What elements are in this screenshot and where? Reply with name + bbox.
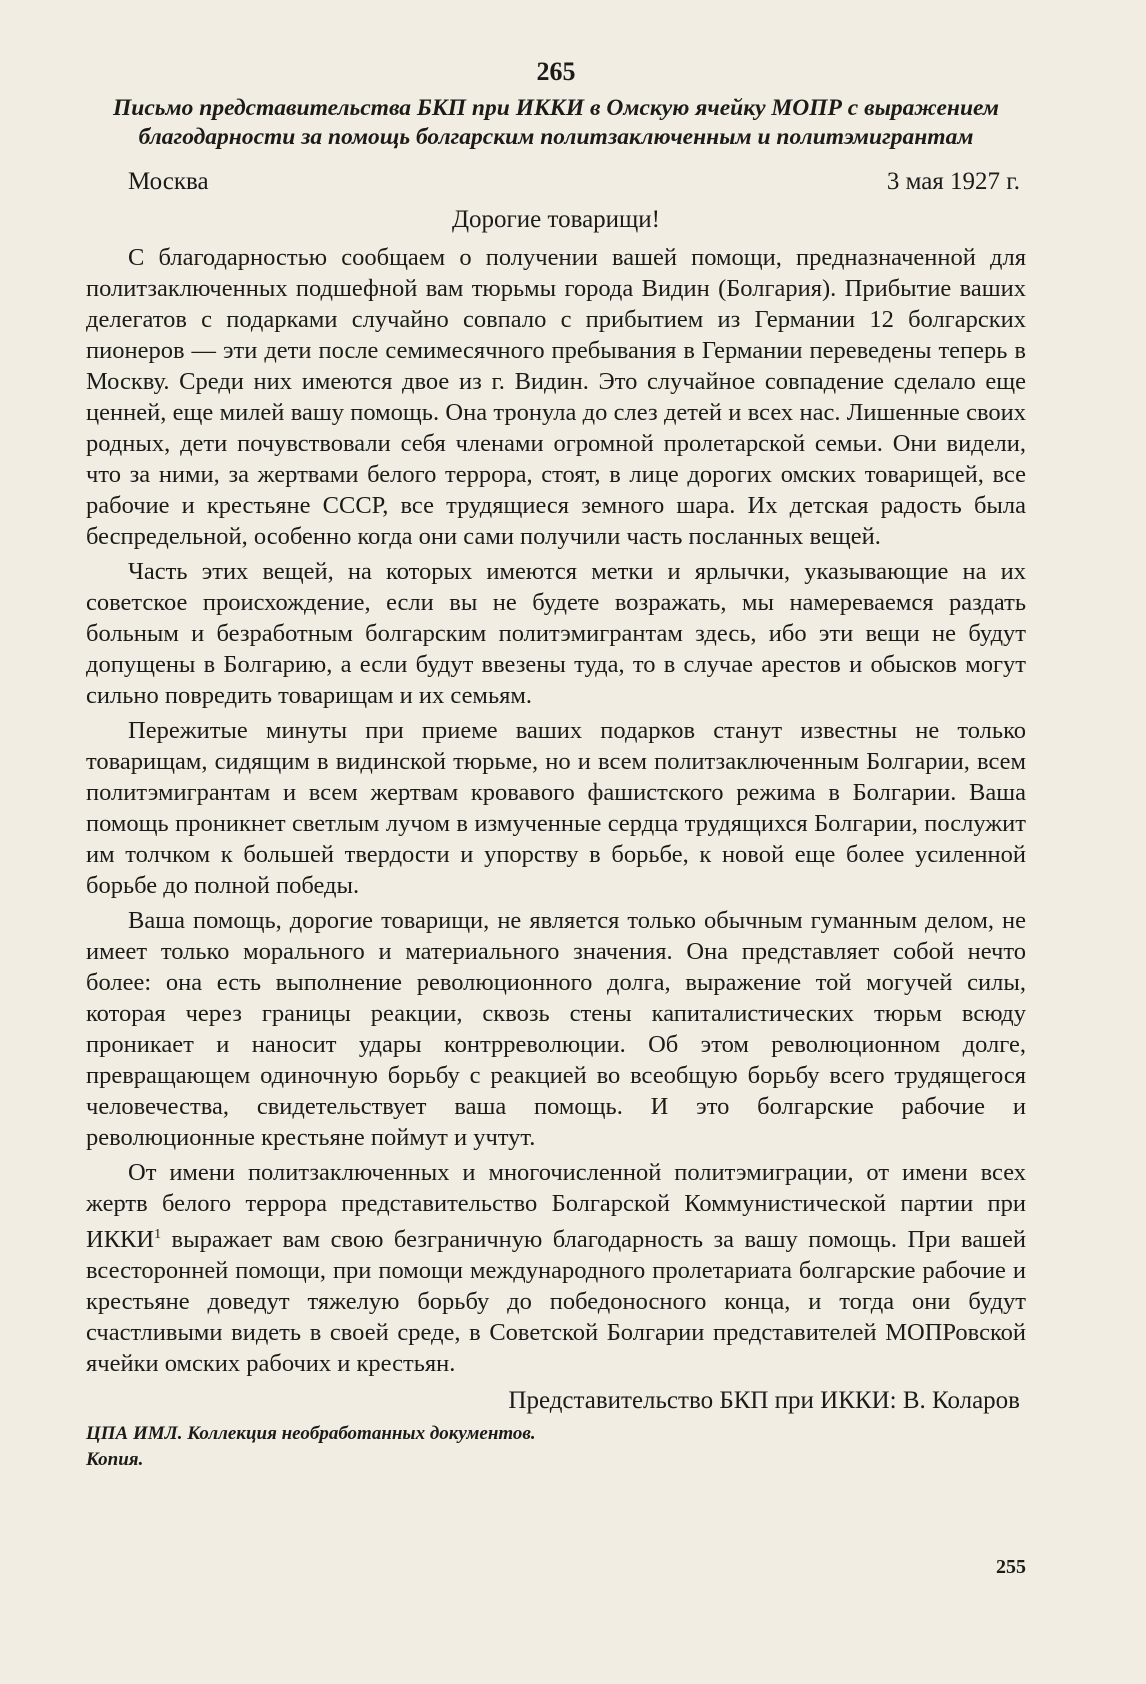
document-title: Письмо представительства БКП при ИККИ в Омскую ячейку МОПР с выражением благодарности за помощь болгарским политзаключенным и политэмигрантам — [113, 95, 999, 150]
document-place: Москва — [128, 168, 209, 195]
paragraph-4: Ваша помощь, дорогие товарищи, не является только обычным гуманным делом, не имеет только морального и материального значения. Она представляет собой нечто более: она есть выполнение революционного долга, выражение той могучей силы, которая через границы реакции, сквозь стены капиталистических тюрьм всюду проникает и наносит удары контрреволюции. Об этом революционном долге, превращающем одиночную борьбу с реакцией во всеобщую борьбу всего трудящегося человечества, свидетельствует ваша помощь. И это болгарские рабочие и революционные крестьяне поймут и учтут. — [86, 907, 1026, 1151]
document-date: 3 мая 1927 г. — [886, 168, 1020, 195]
document-number: 265 — [536, 57, 576, 86]
signature: Представительство БКП при ИККИ: В. Коларов — [508, 1387, 1020, 1415]
document-page — [86, 56, 1026, 1473]
place-date-line — [86, 166, 1026, 198]
archive-source: ЦПА ИМЛ. Коллекция необработанных документов. — [86, 1423, 536, 1445]
paragraph-5-head: От имени политзаключенных и многочисленной политэмиграции, от имени всех жертв белого террора представительство Болгарской Коммунистической партии при ИККИ — [86, 1159, 1026, 1254]
paragraph-5 — [86, 1157, 1026, 1379]
paragraph-3: Пережитые минуты при приеме ваших подарков станут известны не только товарищам, сидящим в видинской тюрьме, но и всем политзаключенным Болгарии, всем политэмигрантам и всем жертвам кровавого фашистского режима в Болгарии. Ваша помощь проникнет светлым лучом в измученные сердца трудящихся Болгарии, послужит им толчком к большей твердости и упорству в борьбе, к новой еще более усиленной борьбе до полной победы. — [86, 717, 1026, 899]
archive-copy-note: Копия. — [86, 1449, 144, 1471]
paragraph-5-tail: выражает вам свою безграничную благодарность за вашу помощь. При вашей всесторонней помощи, при помощи международного пролетариата болгарские рабочие и крестьяне доведут тяжелую борьбу до победоносного конца, и тогда они будут счастливыми видеть в своей среде, в Советской Болгарии представителей МОПРовской ячейки омских рабочих и крестьян. — [86, 1226, 1026, 1378]
paragraph-2: Часть этих вещей, на которых имеются метки и ярлычки, указывающие на их советское происхождение, если вы не будете возражать, мы намереваемся раздать больным и безработным болгарским политэмигрантам здесь, ибо эти вещи не будут допущены в Болгарию, а если будут ввезены туда, то в случае арестов и обысков могут сильно повредить товарищам и их семьям. — [86, 558, 1026, 709]
footnote-mark: 1 — [154, 1227, 162, 1242]
salutation: Дорогие товарищи! — [451, 206, 661, 233]
paragraph-1: С благодарностью сообщаем о получении вашей помощи, предназначенной для политзаключенных подшефной вам тюрьмы города Видин (Болгария). Прибытие ваших делегатов с подарками случайно совпало с прибытием из Германии 12 болгарских пионеров — эти дети после семимесячного пребывания в Германии переведены теперь в Москву. Среди них имеются двое из г. Видин. Это случайное совпадение сделало еще ценней, еще милей вашу помощь. Она тронула до слез детей и всех нас. Лишенные своих родных, дети почувствовали себя членами огромной пролетарской семьи. Они видели, что за ними, за жертвами белого террора, стоят, в лице дорогих омских товарищей, все рабочие и крестьяне СССР, все трудящиеся земного шара. Их детская радость была беспредельной, особенно когда они сами получили часть посланных вещей. — [86, 244, 1026, 550]
page-number: 255 — [996, 1556, 1026, 1578]
